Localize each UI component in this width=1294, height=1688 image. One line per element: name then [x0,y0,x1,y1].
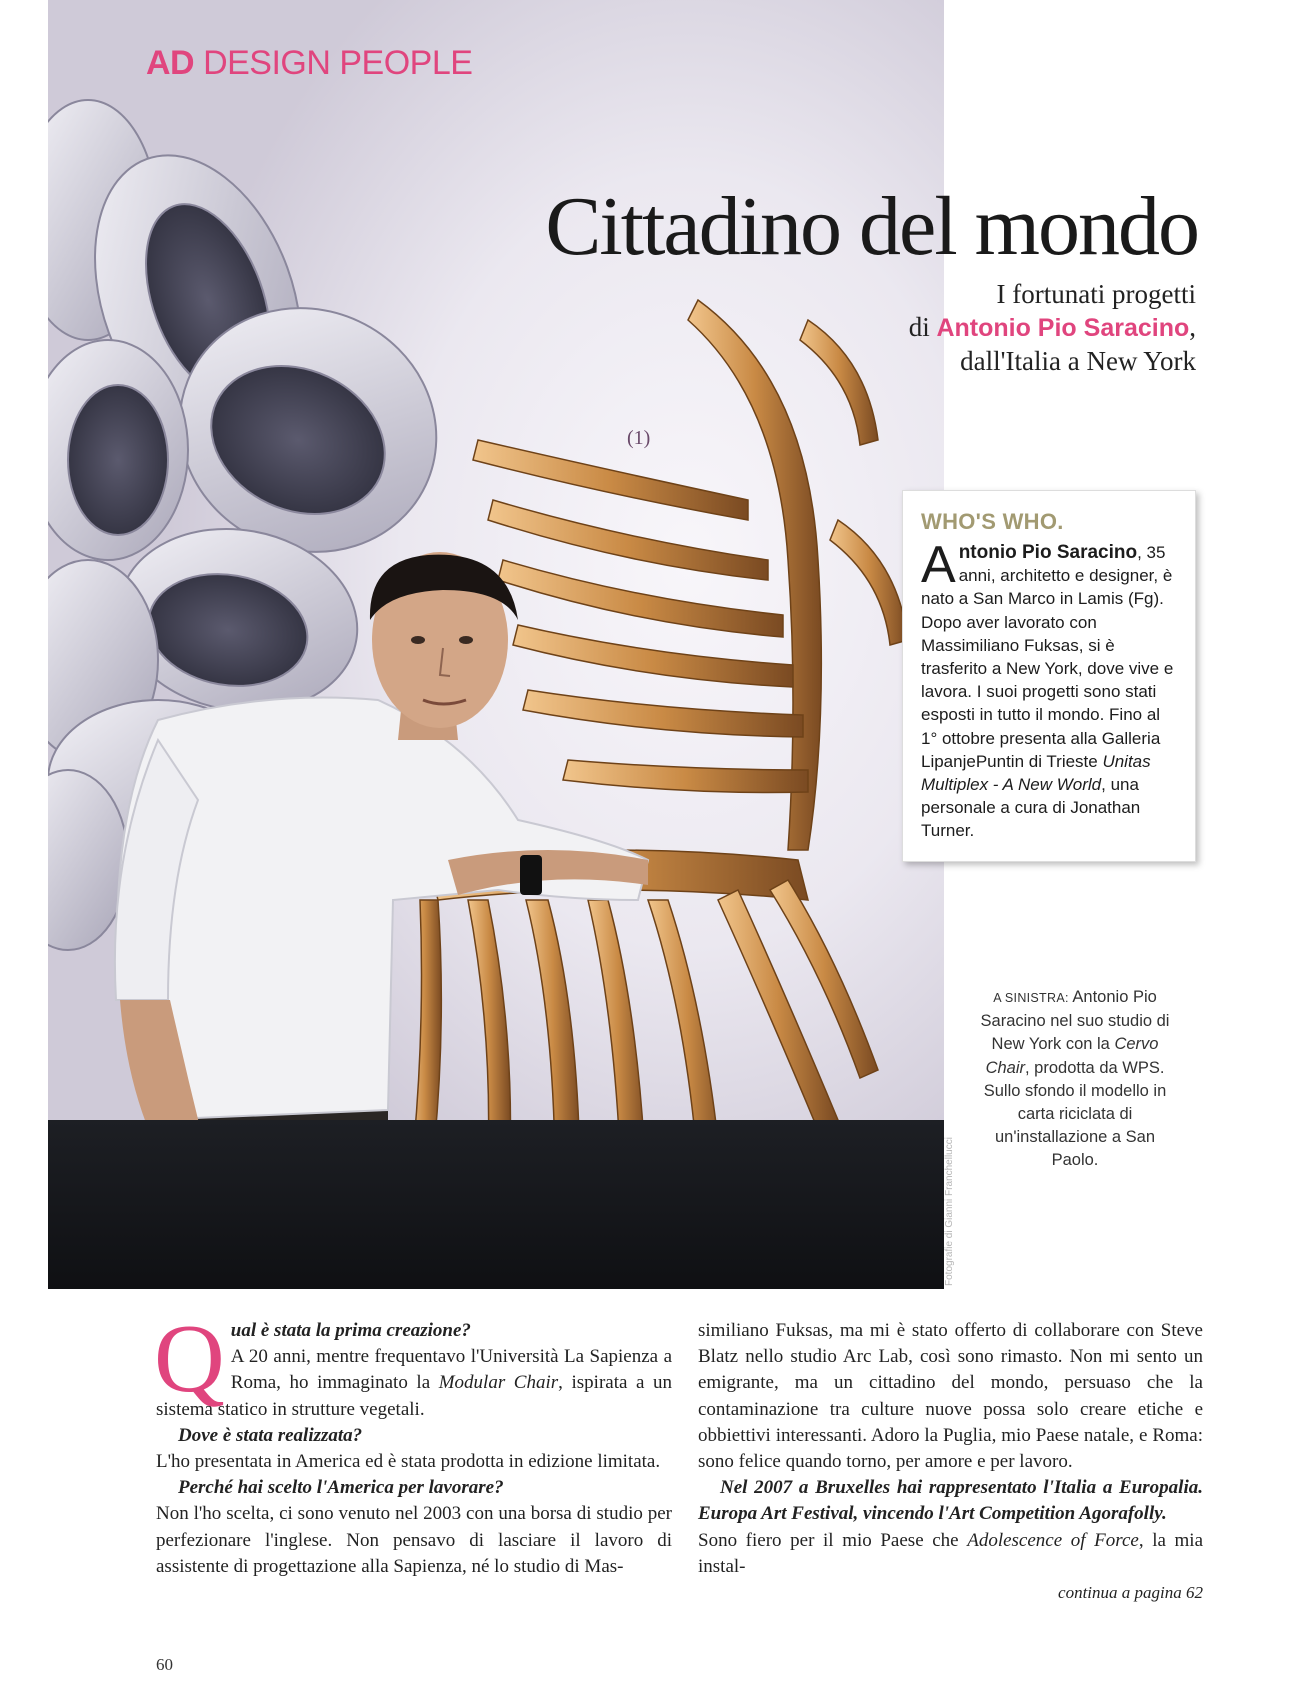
whos-who-text-2: , una personale a cura di Jonathan Turner. [921,775,1141,841]
whos-who-body [921,536,1175,843]
subhead-line-1: I fortunati progetti [996,279,1196,309]
answer-4-text: Sono fiero per il mio Paese che [698,1529,968,1551]
subhead-comma: , [1189,312,1196,342]
whos-who-box [902,490,1196,862]
question-2: Dove è stata realizzata? [178,1424,363,1446]
answer-2: L'ho presentata in America ed è stata prodotta in edizione limitata. [156,1451,661,1473]
answer-1-chair-name: Modular Chair [438,1372,559,1394]
caption-text-2: , prodotta da WPS. Sullo sfondo il modello in carta riciclata di un'installazione a San Paolo. [983,1058,1167,1170]
body-paragraph-3 [156,1475,672,1580]
whos-who-name: ntonio Pio Saracino [958,542,1138,563]
whos-who-dropcap: A [921,536,956,594]
answer-3: Non l'ho scelta, ci sono venuto nel 2003 con una borsa di studio per perfezionare l'inglese. Non pensavo di lasciare il lavoro di assistente di progettazione alla Sapienza, né lo studio di Mas- [156,1503,672,1577]
question-4: Nel 2007 a Bruxelles hai rappresentato l'Italia a Europalia. Europa Art Festival, vincendo l'Art Competition Agorafolly. [698,1477,1203,1525]
caption-text-1: Antonio Pio Saracino nel suo studio di New York con la [980,988,1170,1054]
answer-1-text: A 20 anni, mentre frequentavo l'Università La Sapienza a Roma, ho immaginato la [230,1346,672,1394]
whos-who-text-1: , 35 anni, architetto e designer, è nato a San Marco in Lamis (Fg). Dopo aver lavorato con Massimiliano Fuksas, si è trasferito a New York, dove vive e lavora. I suoi progetti sono stati esposti in tutto il mondo. Fino al 1° ottobre presenta alla Galleria LipanjePuntin di Trieste [921,543,1174,771]
photo-credit: Fotografie di Gianni Franchellucci [944,1137,955,1286]
answer-3-continued: similiano Fuksas, ma mi è stato offerto di collaborare con Steve Blatz nello studio Arc Lab, così sono rimasto. Non mi sento un emigrante, ma un cittadino del mondo, persuaso che la contaminazione tra culture nuove possa solo creare etiche e obbiettivi interessanti. Adoro la Puglia, mio Paese natale, e Roma: sono felice quando torno, per amore e per lavoro. [698,1320,1203,1473]
body-paragraph-1 [154,1305,673,1423]
body-column-2 [698,1318,1203,1606]
subhead-line-3: dall'Italia a New York [960,346,1196,376]
question-1: ual è stata la prima creazione? [230,1320,471,1341]
subhead-prefix: di [908,312,930,342]
whos-who-exhibition-title: Unitas Multiplex - A New World [921,751,1151,795]
answer-4-work-name: Adolescence of Force [967,1529,1139,1551]
answer-4-text-2: , la mia instal- [698,1529,1204,1577]
article-subhead [909,278,1196,378]
caption-label: A SINISTRA: [993,991,1069,1005]
answer-1-text-2: , ispirata a un sistema statico in strutture vegetali. [156,1372,673,1420]
whos-who-title: WHO'S WHO. [921,509,1064,534]
body-paragraph-2 [156,1423,672,1475]
section-label [146,44,472,83]
article-headline: Cittadino del mondo [545,180,1198,273]
photo-reference-number: (1) [627,427,651,449]
caption-chair-name: Cervo Chair [985,1035,1159,1077]
studio-floor [48,1120,944,1289]
section-name: DESIGN PEOPLE [203,44,473,82]
question-3: Perché hai scelto l'America per lavorare? [178,1477,504,1499]
body-column-1 [154,1305,673,1580]
continued-on-page: continua a pagina 62 [1058,1583,1203,1603]
section-prefix: AD [146,44,195,82]
page-number: 60 [156,1655,173,1674]
photo-caption [970,986,1180,1173]
subhead-name: Antonio Pio Saracino [936,314,1190,342]
body-dropcap: Q [154,1305,225,1413]
body-paragraph-4 [698,1475,1203,1580]
subhead-line-2 [909,311,1196,345]
